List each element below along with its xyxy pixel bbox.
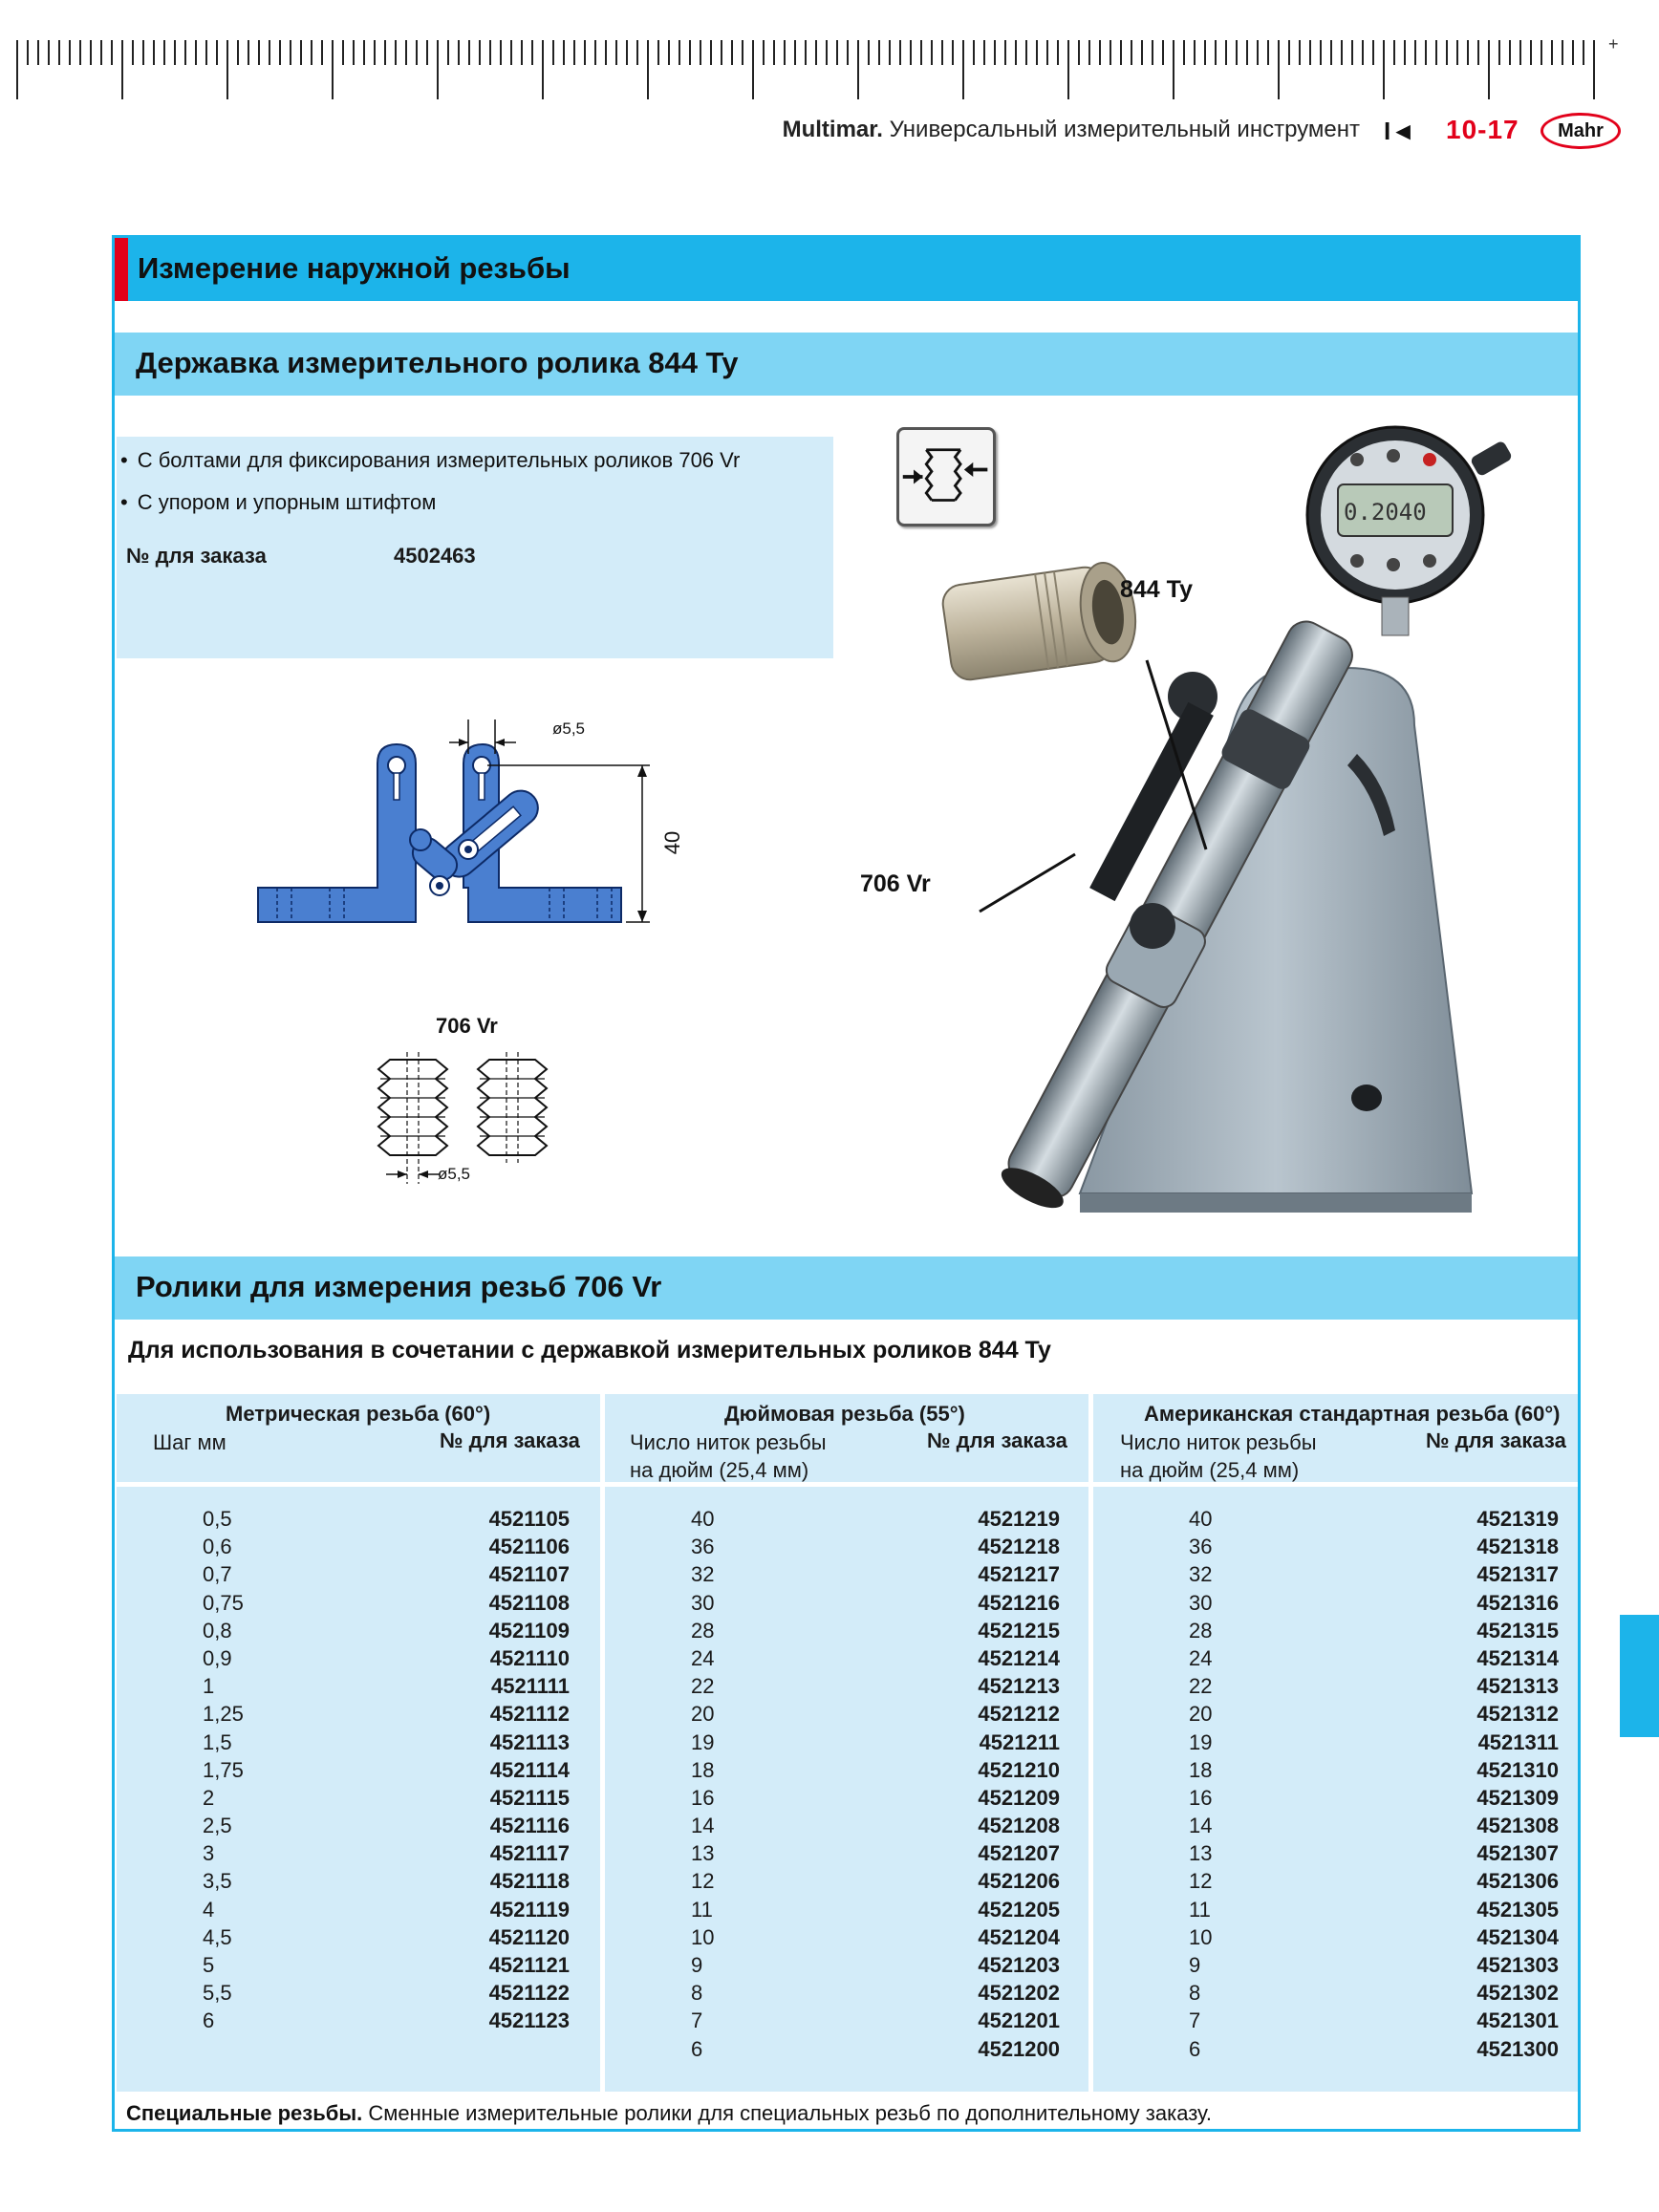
- thread-value: 6: [203, 2008, 215, 2033]
- table-row: [1093, 2007, 1578, 2034]
- order-number: 4521116: [489, 1814, 570, 1838]
- table-row: [1093, 1672, 1578, 1700]
- section-header: [115, 238, 1578, 301]
- roller-drawing-label: 706 Vr: [436, 1014, 498, 1038]
- table-row: [605, 1896, 1088, 1923]
- order-number: 4521202: [978, 1981, 1060, 2006]
- table-row: [605, 1589, 1088, 1617]
- order-number: 4521115: [489, 1785, 570, 1810]
- order-number: 4521310: [1476, 1757, 1559, 1782]
- thread-value: 24: [1189, 1645, 1213, 1670]
- table-row: [117, 1560, 600, 1588]
- holder-bullet: • С болтами для фиксирования измерительных роликов 706 Vr: [120, 448, 740, 473]
- table-row: [605, 1839, 1088, 1867]
- holder-bullet: • С упором и упорным штифтом: [120, 490, 436, 515]
- table-row: [117, 1756, 600, 1784]
- order-number: 4521208: [978, 1814, 1060, 1838]
- column-subheader: Число ниток резьбы на дюйм (25,4 мм): [630, 1430, 827, 1482]
- inch-rows: [605, 1505, 1088, 2063]
- thread-value: 2: [203, 1785, 215, 1810]
- thread-value: 3,5: [203, 1869, 232, 1894]
- thread-value: 9: [1189, 1953, 1201, 1977]
- thread-value: 4,5: [203, 1924, 232, 1949]
- mahr-logo: Mahr: [1540, 113, 1621, 149]
- order-number: 4521119: [489, 1897, 570, 1922]
- thread-value: 9: [691, 1953, 703, 1977]
- thread-value: 0,9: [203, 1645, 232, 1670]
- table-row: [117, 1951, 600, 1979]
- table-row: [605, 1951, 1088, 1979]
- thread-value: 7: [691, 2008, 703, 2033]
- thread-value: 0,8: [203, 1618, 232, 1643]
- table-row: [605, 1617, 1088, 1644]
- order-number: 4521113: [489, 1729, 570, 1754]
- table-row: [605, 1784, 1088, 1812]
- thread-value: 40: [1189, 1507, 1213, 1531]
- thread-value: 0,5: [203, 1507, 232, 1531]
- section-title: Измерение наружной резьбы: [138, 251, 571, 285]
- thread-value: 12: [1189, 1869, 1213, 1894]
- order-number: 4521311: [1477, 1729, 1559, 1754]
- table-row: [117, 1644, 600, 1672]
- order-number: 4521209: [978, 1785, 1060, 1810]
- table-row: [117, 1700, 600, 1728]
- order-number: 4521112: [489, 1702, 570, 1727]
- order-number: 4521111: [490, 1674, 570, 1699]
- table-row: [117, 1867, 600, 1895]
- table-row: [605, 1672, 1088, 1700]
- order-number: 4521211: [979, 1729, 1060, 1754]
- table-row: [1093, 1617, 1578, 1644]
- order-number: 4521106: [488, 1535, 570, 1559]
- thread-value: 0,6: [203, 1535, 232, 1559]
- thread-value: 16: [691, 1785, 715, 1810]
- table-row: [1093, 1839, 1578, 1867]
- order-number: 4521121: [488, 1953, 570, 1977]
- order-number: 4521217: [978, 1562, 1060, 1587]
- content-frame: [112, 235, 1581, 2132]
- rollers-header: [115, 1256, 1578, 1320]
- order-number: 4521317: [1476, 1562, 1559, 1587]
- order-number: 4521105: [488, 1507, 570, 1531]
- table-row: [1093, 1784, 1578, 1812]
- table-row: [1093, 1896, 1578, 1923]
- thread-value: 14: [1189, 1814, 1213, 1838]
- table-row: [605, 1533, 1088, 1560]
- order-number: 4521215: [978, 1618, 1060, 1643]
- order-number: 4521117: [489, 1841, 570, 1866]
- thread-value: 19: [1189, 1729, 1213, 1754]
- table-row: [605, 1867, 1088, 1895]
- header-title: Multimar. Универсальный измерительный инструмент: [782, 117, 1360, 142]
- order-number: 4521212: [978, 1702, 1060, 1727]
- thread-value: 11: [691, 1897, 713, 1922]
- thread-value: 28: [1189, 1618, 1213, 1643]
- thread-value: 5: [203, 1953, 215, 1977]
- thread-value: 6: [1189, 2036, 1201, 2061]
- order-number: 4521309: [1476, 1785, 1559, 1810]
- order-number: 4521214: [978, 1645, 1060, 1670]
- roller-hole-label: ø5,5: [438, 1165, 471, 1183]
- thread-value: 18: [691, 1757, 715, 1782]
- table-row: [1093, 1951, 1578, 1979]
- order-number: 4521122: [488, 1981, 570, 2006]
- table-row: [1093, 1644, 1578, 1672]
- thread-value: 11: [1189, 1897, 1211, 1922]
- table-row: [605, 1644, 1088, 1672]
- table-row: [605, 2007, 1088, 2034]
- thread-value: 20: [691, 1702, 715, 1727]
- table-row: [605, 1700, 1088, 1728]
- order-number: 4521303: [1476, 1953, 1559, 1977]
- thread-value: 32: [1189, 1562, 1213, 1587]
- table-row: [117, 1672, 600, 1700]
- thread-value: 13: [691, 1841, 715, 1866]
- order-number: 4521109: [488, 1618, 570, 1643]
- thread-value: 13: [1189, 1841, 1213, 1866]
- table-row: [117, 1729, 600, 1756]
- rollers-subtitle: Для использования в сочетании с державкой измерительных роликов 844 Ty: [128, 1337, 1051, 1364]
- height-dimension-label: 40: [660, 830, 685, 855]
- thread-value: 24: [691, 1645, 715, 1670]
- table-row: [117, 1812, 600, 1839]
- order-number: 4521204: [978, 1924, 1060, 1949]
- special-threads-note: Специальные резьбы. Сменные измерительные ролики для специальных резьб по дополнительному заказу.: [126, 2101, 1212, 2125]
- section-marker: [115, 238, 128, 301]
- thread-value: 30: [1189, 1590, 1213, 1615]
- page-number: 10-17: [1446, 115, 1519, 144]
- table-row: [1093, 1589, 1578, 1617]
- thread-value: 4: [203, 1897, 215, 1922]
- thread-value: 30: [691, 1590, 715, 1615]
- thread-value: 14: [691, 1814, 715, 1838]
- table-row: [1093, 1700, 1578, 1728]
- order-number: 4521200: [978, 2036, 1060, 2061]
- table-row: [1093, 1505, 1578, 1533]
- order-number: 4521213: [978, 1674, 1060, 1699]
- thread-value: 22: [1189, 1674, 1213, 1699]
- table-row: [605, 1505, 1088, 1533]
- order-number: 4521306: [1476, 1869, 1559, 1894]
- order-label: № для заказа: [126, 544, 267, 568]
- hole-diameter-label: ø5,5: [552, 719, 586, 738]
- metric-rows: [117, 1505, 600, 2035]
- table-row: [117, 2007, 600, 2034]
- table-row: [117, 1505, 600, 1533]
- metric-column: [117, 1394, 600, 2092]
- thread-value: 16: [1189, 1785, 1213, 1810]
- thread-value: 36: [1189, 1535, 1213, 1559]
- order-number: 4521114: [489, 1757, 570, 1782]
- order-number: 4521307: [1476, 1841, 1559, 1866]
- table-row: [605, 1560, 1088, 1588]
- svg-text:0.2040: 0.2040: [1344, 499, 1427, 526]
- order-number: 4521319: [1476, 1507, 1559, 1531]
- column-subheader: Число ниток резьбы на дюйм (25,4 мм): [1120, 1430, 1317, 1482]
- thread-value: 8: [1189, 1981, 1201, 2006]
- order-number: 4521314: [1476, 1645, 1559, 1670]
- table-row: [605, 2035, 1088, 2063]
- order-number: 4521120: [488, 1924, 570, 1949]
- column-subheader: Шаг мм: [153, 1430, 226, 1454]
- holder-title: Державка измерительного ролика 844 Ty: [136, 346, 739, 379]
- thread-value: 2,5: [203, 1814, 232, 1838]
- table-row: [605, 1756, 1088, 1784]
- order-number: 4521313: [1476, 1674, 1559, 1699]
- thread-value: 32: [691, 1562, 715, 1587]
- table-row: [605, 1979, 1088, 2007]
- table-row: [605, 1812, 1088, 1839]
- page-header: [0, 113, 1659, 151]
- table-row: [117, 1839, 600, 1867]
- order-number: 4521203: [978, 1953, 1060, 1977]
- table-row: [1093, 1979, 1578, 2007]
- order-number: 4521108: [488, 1590, 570, 1615]
- thread-value: 7: [1189, 2008, 1201, 2033]
- thread-value: 1,25: [203, 1702, 244, 1727]
- order-number: 4502463: [394, 544, 476, 568]
- column-title: Метрическая резьба (60°): [226, 1402, 491, 1426]
- thread-value: 20: [1189, 1702, 1213, 1727]
- roller-drawing: [373, 1050, 583, 1193]
- column-subheader: № для заказа: [927, 1428, 1067, 1452]
- order-number: 4521300: [1476, 2036, 1559, 2061]
- thread-value: 10: [691, 1924, 715, 1949]
- table-row: [1093, 1729, 1578, 1756]
- chapter-tab[interactable]: [1620, 1615, 1659, 1737]
- order-number: 4521308: [1476, 1814, 1559, 1838]
- order-number: 4521302: [1476, 1981, 1559, 2006]
- thread-value: 5,5: [203, 1981, 232, 2006]
- table-row: [117, 1589, 600, 1617]
- order-number: 4521316: [1476, 1590, 1559, 1615]
- order-number: 4521216: [978, 1590, 1060, 1615]
- holder-info-box: [117, 437, 833, 658]
- instrument-photo: [937, 410, 1567, 1232]
- table-row: [605, 1729, 1088, 1756]
- roller-photo-label: 706 Vr: [860, 870, 931, 897]
- thread-value: 18: [1189, 1757, 1213, 1782]
- thread-value: 40: [691, 1507, 715, 1531]
- order-number: 4521123: [488, 2008, 570, 2033]
- thread-value: 22: [691, 1674, 715, 1699]
- order-number: 4521118: [489, 1869, 570, 1894]
- table-row: [1093, 1560, 1578, 1588]
- table-row: [1093, 1756, 1578, 1784]
- thread-value: 10: [1189, 1924, 1213, 1949]
- american-rows: [1093, 1505, 1578, 2063]
- order-number: 4521318: [1476, 1535, 1559, 1559]
- thread-value: 28: [691, 1618, 715, 1643]
- column-subheader: № для заказа: [440, 1428, 580, 1452]
- thread-value: 19: [691, 1729, 715, 1754]
- table-row: [1093, 1923, 1578, 1951]
- rollers-title: Ролики для измерения резьб 706 Vr: [136, 1270, 662, 1303]
- table-row: [1093, 1867, 1578, 1895]
- order-number: 4521205: [978, 1897, 1060, 1922]
- order-number: 4521107: [488, 1562, 570, 1587]
- thread-value: 8: [691, 1981, 703, 2006]
- thread-value: 0,75: [203, 1590, 244, 1615]
- page-ruler: [0, 36, 1605, 103]
- order-number: 4521301: [1476, 2008, 1559, 2033]
- column-subheader: № для заказа: [1426, 1428, 1566, 1452]
- table-row: [117, 1923, 600, 1951]
- thread-value: 3: [203, 1841, 215, 1866]
- order-number: 4521201: [978, 2008, 1060, 2033]
- back-arrow-icon[interactable]: I◄: [1384, 117, 1415, 145]
- order-number: 4521210: [978, 1757, 1060, 1782]
- thread-value: 0,7: [203, 1562, 232, 1587]
- table-row: [117, 1979, 600, 2007]
- thread-value: 1,5: [203, 1729, 232, 1754]
- order-number: 4521219: [978, 1507, 1060, 1531]
- holder-drawing: [248, 716, 707, 964]
- holder-photo-label: 844 Ty: [1120, 576, 1193, 603]
- order-number: 4521206: [978, 1869, 1060, 1894]
- american-column: [1093, 1394, 1578, 2092]
- thread-value: 12: [691, 1869, 715, 1894]
- table-row: [117, 1784, 600, 1812]
- thread-value: 6: [691, 2036, 703, 2061]
- table-row: [117, 1896, 600, 1923]
- order-number: 4521207: [978, 1841, 1060, 1866]
- order-number: 4521315: [1476, 1618, 1559, 1643]
- order-number: 4521304: [1476, 1924, 1559, 1949]
- column-title: Дюймовая резьба (55°): [724, 1402, 965, 1426]
- order-number: 4521110: [489, 1645, 570, 1670]
- table-row: [117, 1617, 600, 1644]
- table-row: [1093, 1533, 1578, 1560]
- order-number: 4521312: [1476, 1702, 1559, 1727]
- table-row: [605, 1923, 1088, 1951]
- thread-value: 36: [691, 1535, 715, 1559]
- crop-mark-icon: +: [1608, 34, 1619, 54]
- table-row: [1093, 2035, 1578, 2063]
- thread-value: 1,75: [203, 1757, 244, 1782]
- table-row: [1093, 1812, 1578, 1839]
- column-title: Американская стандартная резьба (60°): [1144, 1402, 1561, 1426]
- order-number: 4521305: [1476, 1897, 1559, 1922]
- inch-column: [605, 1394, 1088, 2092]
- holder-header: [115, 333, 1578, 396]
- order-number: 4521218: [978, 1535, 1060, 1559]
- rollers-table: [117, 1394, 1578, 2092]
- table-row: [117, 1533, 600, 1560]
- thread-value: 1: [203, 1674, 215, 1699]
